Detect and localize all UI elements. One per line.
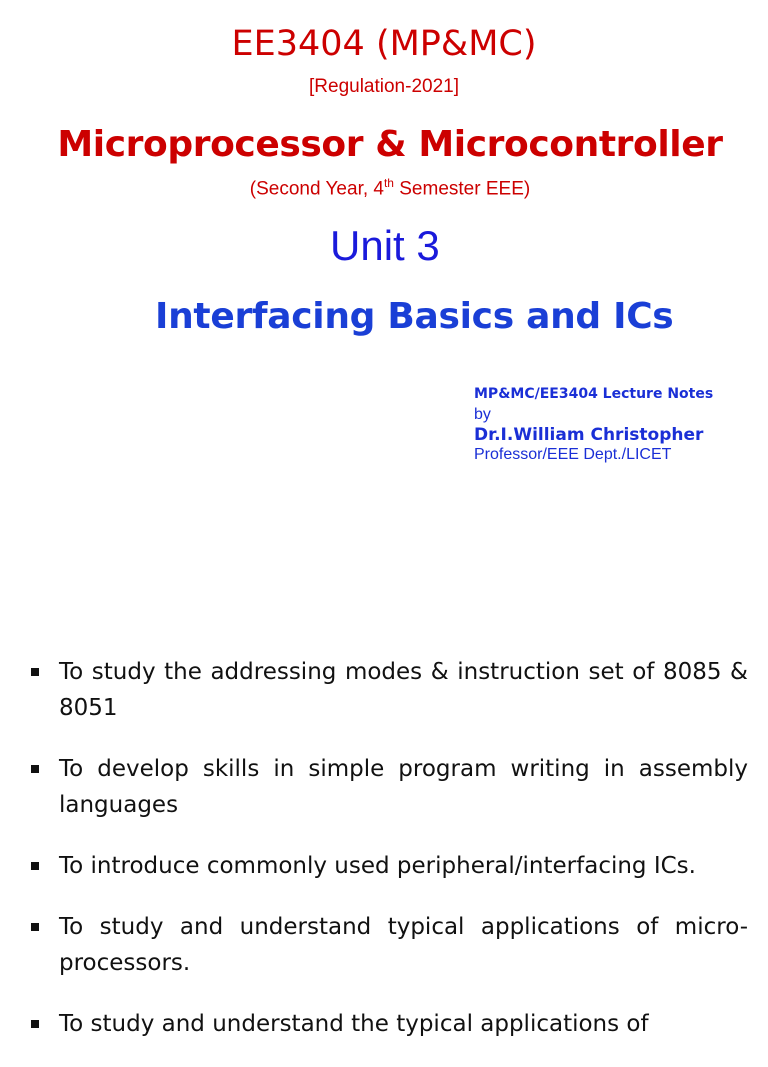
unit-number: Unit 3 <box>330 222 440 269</box>
square-bullet-icon <box>31 923 39 931</box>
semester-ordinal: th <box>383 176 394 190</box>
objective-text: To introduce commonly used peripheral/interfacing ICs. <box>59 853 696 879</box>
objective-text: To develop skills in simple program writing in assembly languages <box>59 756 748 818</box>
objective-text: To study the addressing modes & instruction set of 8085 & 8051 <box>59 659 748 721</box>
objective-item <box>28 1006 748 1042</box>
square-bullet-icon <box>31 668 39 676</box>
lecture-notes-label: MP&MC/EE3404 Lecture Notes <box>474 386 714 402</box>
regulation-label: [Regulation-2021] <box>309 76 459 97</box>
square-bullet-icon <box>31 1020 39 1028</box>
author-name: Dr.I.William Christopher <box>474 425 704 445</box>
square-bullet-icon <box>31 765 39 773</box>
objective-item <box>28 848 748 884</box>
author-role: Professor/EEE Dept./LICET <box>474 446 672 463</box>
semester-label <box>0 176 768 200</box>
unit-topic: Interfacing Basics and ICs <box>155 296 674 337</box>
semester-prefix: (Second Year, 4 <box>249 178 384 200</box>
course-code: EE3404 (MP&MC) <box>231 24 537 64</box>
objective-text: To study and understand the typical applications of <box>59 1011 649 1037</box>
objective-item <box>28 909 748 981</box>
by-label: by <box>474 406 491 423</box>
objectives-list <box>28 654 748 1067</box>
objective-item <box>28 751 748 823</box>
subject-title: Microprocessor & Microcontroller <box>57 124 723 165</box>
objective-text: To study and understand typical applications of micro-processors. <box>59 914 748 976</box>
author-credits <box>474 386 713 464</box>
square-bullet-icon <box>31 862 39 870</box>
semester-suffix: Semester EEE) <box>393 178 531 200</box>
objective-item <box>28 654 748 726</box>
